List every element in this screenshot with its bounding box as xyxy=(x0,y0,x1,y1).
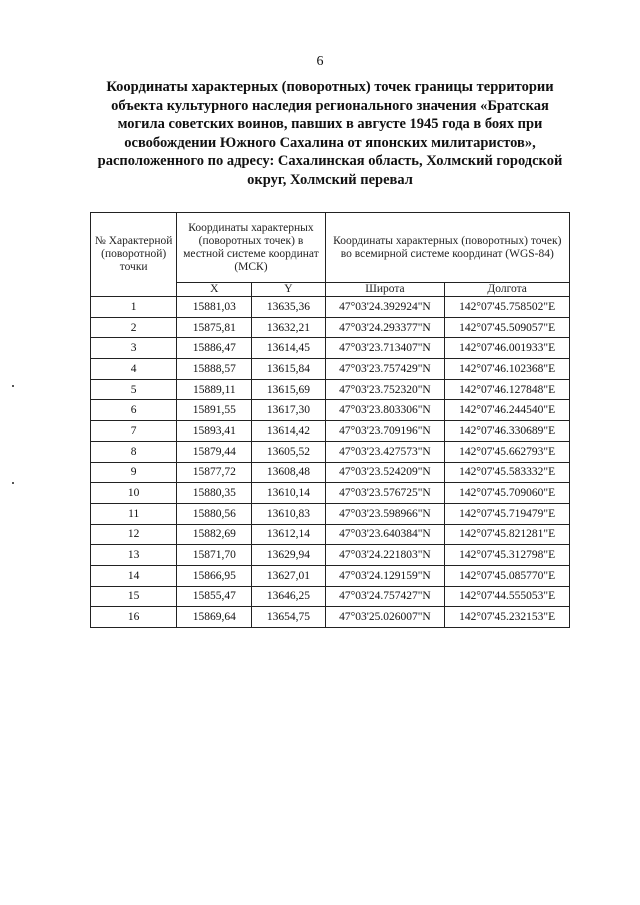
cell-latitude: 47°03'24.293377"N xyxy=(325,317,445,338)
table-header xyxy=(91,213,570,297)
header-point-number: № Характерной (поворотной) точки xyxy=(91,213,177,297)
cell-x: 15866,95 xyxy=(177,565,252,586)
cell-latitude: 47°03'23.640384"N xyxy=(325,524,445,545)
table-row xyxy=(91,462,570,483)
cell-latitude: 47°03'23.709196"N xyxy=(325,421,445,442)
title-line: расположенного по адресу: Сахалинская область, Холмский городской xyxy=(97,153,563,169)
cell-point-number: 8 xyxy=(91,441,177,462)
scan-speck xyxy=(12,482,14,484)
table-row xyxy=(91,379,570,400)
title-line: объекта культурного наследия регионального значения «Братская xyxy=(111,97,549,114)
cell-x: 15880,56 xyxy=(177,503,252,524)
header-local-coords: Координаты характерных (поворотных точек) в местной системе координат (МСК) xyxy=(177,213,325,283)
cell-point-number: 6 xyxy=(91,400,177,421)
cell-point-number: 16 xyxy=(91,607,177,628)
table-row xyxy=(91,317,570,338)
cell-longitude: 142°07'46.330689"E xyxy=(445,421,570,442)
cell-x: 15880,35 xyxy=(177,483,252,504)
cell-point-number: 11 xyxy=(91,503,177,524)
cell-longitude: 142°07'45.312798"E xyxy=(445,545,570,566)
cell-point-number: 1 xyxy=(91,297,177,318)
cell-y: 13615,69 xyxy=(252,379,325,400)
cell-y: 13646,25 xyxy=(252,586,325,607)
cell-x: 15871,70 xyxy=(177,545,252,566)
cell-longitude: 142°07'45.662793"E xyxy=(445,441,570,462)
cell-longitude: 142°07'45.509057"E xyxy=(445,317,570,338)
cell-longitude: 142°07'46.127848"E xyxy=(445,379,570,400)
cell-latitude: 47°03'23.524209"N xyxy=(325,462,445,483)
table-row xyxy=(91,297,570,318)
cell-latitude: 47°03'23.598966"N xyxy=(325,503,445,524)
cell-longitude: 142°07'46.001933"E xyxy=(445,338,570,359)
table-row xyxy=(91,607,570,628)
table-row xyxy=(91,545,570,566)
header-latitude: Широта xyxy=(325,283,445,297)
cell-latitude: 47°03'24.221803"N xyxy=(325,545,445,566)
coordinates-table xyxy=(90,212,570,628)
cell-longitude: 142°07'45.758502"E xyxy=(445,297,570,318)
cell-x: 15879,44 xyxy=(177,441,252,462)
cell-point-number: 7 xyxy=(91,421,177,442)
cell-longitude: 142°07'45.719479"E xyxy=(445,503,570,524)
cell-longitude: 142°07'45.232153"E xyxy=(445,607,570,628)
table-row xyxy=(91,400,570,421)
cell-latitude: 47°03'23.713407"N xyxy=(325,338,445,359)
title-line: округ, Холмский перевал xyxy=(247,171,413,188)
cell-longitude: 142°07'46.244540"E xyxy=(445,400,570,421)
scan-speck xyxy=(12,385,14,387)
cell-point-number: 14 xyxy=(91,565,177,586)
table-row xyxy=(91,359,570,380)
cell-longitude: 142°07'46.102368"E xyxy=(445,359,570,380)
cell-y: 13605,52 xyxy=(252,441,325,462)
cell-y: 13629,94 xyxy=(252,545,325,566)
cell-x: 15882,69 xyxy=(177,524,252,545)
cell-x: 15886,47 xyxy=(177,338,252,359)
cell-latitude: 47°03'24.757427"N xyxy=(325,586,445,607)
page-number: 6 xyxy=(316,54,324,69)
cell-point-number: 15 xyxy=(91,586,177,607)
cell-y: 13612,14 xyxy=(252,524,325,545)
table-row xyxy=(91,338,570,359)
cell-point-number: 2 xyxy=(91,317,177,338)
cell-y: 13615,84 xyxy=(252,359,325,380)
cell-point-number: 4 xyxy=(91,359,177,380)
cell-latitude: 47°03'24.129159"N xyxy=(325,565,445,586)
cell-point-number: 9 xyxy=(91,462,177,483)
cell-point-number: 3 xyxy=(91,338,177,359)
cell-x: 15891,55 xyxy=(177,400,252,421)
cell-x: 15855,47 xyxy=(177,586,252,607)
cell-point-number: 10 xyxy=(91,483,177,504)
cell-y: 13610,83 xyxy=(252,503,325,524)
cell-x: 15881,03 xyxy=(177,297,252,318)
cell-y: 13617,30 xyxy=(252,400,325,421)
cell-y: 13608,48 xyxy=(252,462,325,483)
table-row xyxy=(91,586,570,607)
cell-y: 13614,45 xyxy=(252,338,325,359)
table-row xyxy=(91,483,570,504)
cell-latitude: 47°03'23.752320"N xyxy=(325,379,445,400)
cell-x: 15875,81 xyxy=(177,317,252,338)
cell-latitude: 47°03'23.757429"N xyxy=(325,359,445,380)
table-row xyxy=(91,565,570,586)
cell-longitude: 142°07'45.709060"E xyxy=(445,483,570,504)
document-title xyxy=(90,78,570,189)
cell-y: 13610,14 xyxy=(252,483,325,504)
cell-x: 15893,41 xyxy=(177,421,252,442)
cell-longitude: 142°07'45.085770"E xyxy=(445,565,570,586)
title-line: могила советских воинов, павших в августе 1945 года в боях при xyxy=(117,116,543,132)
table-row xyxy=(91,441,570,462)
cell-y: 13632,21 xyxy=(252,317,325,338)
cell-y: 13614,42 xyxy=(252,421,325,442)
cell-y: 13635,36 xyxy=(252,297,325,318)
table-row xyxy=(91,524,570,545)
cell-longitude: 142°07'45.583332"E xyxy=(445,462,570,483)
cell-x: 15869,64 xyxy=(177,607,252,628)
title-line: освобождении Южного Сахалина от японских милитаристов», xyxy=(124,134,536,151)
title-line: Координаты характерных (поворотных) точек границы территории xyxy=(106,79,554,95)
cell-longitude: 142°07'45.821281"E xyxy=(445,524,570,545)
table-row xyxy=(91,503,570,524)
table-body xyxy=(91,297,570,628)
header-wgs-coords: Координаты характерных (поворотных) точек) во всемирной системе координат (WGS-84) xyxy=(325,213,569,283)
header-longitude: Долгота xyxy=(445,283,570,297)
header-x: X xyxy=(177,283,252,297)
cell-point-number: 5 xyxy=(91,379,177,400)
cell-latitude: 47°03'24.392924"N xyxy=(325,297,445,318)
cell-y: 13627,01 xyxy=(252,565,325,586)
cell-x: 15888,57 xyxy=(177,359,252,380)
cell-point-number: 13 xyxy=(91,545,177,566)
cell-latitude: 47°03'23.803306"N xyxy=(325,400,445,421)
table-row xyxy=(91,421,570,442)
cell-latitude: 47°03'23.427573"N xyxy=(325,441,445,462)
cell-y: 13654,75 xyxy=(252,607,325,628)
cell-longitude: 142°07'44.555053"E xyxy=(445,586,570,607)
cell-latitude: 47°03'25.026007"N xyxy=(325,607,445,628)
cell-point-number: 12 xyxy=(91,524,177,545)
cell-x: 15877,72 xyxy=(177,462,252,483)
cell-latitude: 47°03'23.576725"N xyxy=(325,483,445,504)
cell-x: 15889,11 xyxy=(177,379,252,400)
header-y: Y xyxy=(252,283,325,297)
